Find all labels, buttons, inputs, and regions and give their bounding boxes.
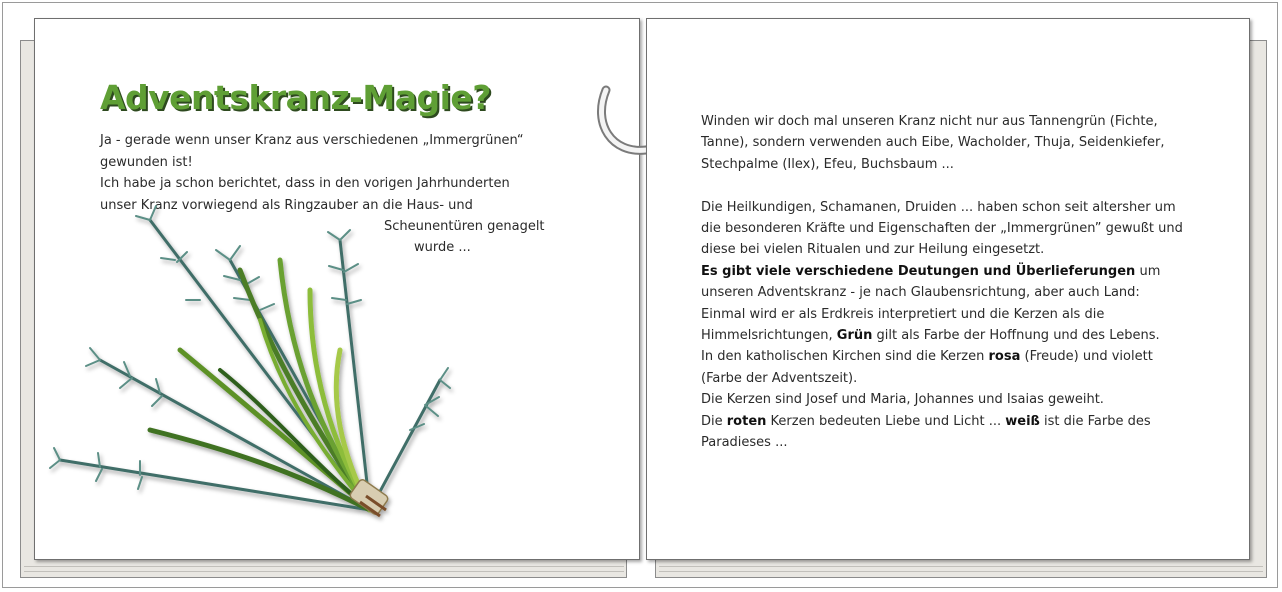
intro-line: Ja - gerade wenn unser Kranz aus verschiedenen „Immergrünen“: [100, 133, 524, 148]
paragraph-healers: Die Heilkundigen, Schamanen, Druiden ... haben schon seit altersher um die besonderen Kräfte und Eigenschaften der „Immergrünen” gewußt und diese bei vielen Ritualen und zur Heilung eingesetzt.: [701, 199, 1183, 258]
intro-line: wurde ...: [414, 240, 471, 255]
stack-edge-line: [659, 571, 1263, 572]
paragraph-evergreens: Winden wir doch mal unseren Kranz nicht nur aus Tannengrün (Fichte, Tanne), sondern verwenden auch Eibe, Wacholder, Thuja, Seidenkiefer, Stechpalme (Ilex), Efeu, Buchsbaum ...: [701, 114, 1165, 172]
right-page-text: [701, 111, 1186, 453]
evergreen-bundle-image: [40, 200, 470, 540]
intro-line: gewunden ist!: [100, 154, 193, 170]
paragraph-interpretations: Es gibt viele verschiedene Deutungen und Überlieferungen um unseren Adventskranz - je nach Glaubensrichtung, aber auch Land: Einmal wird er als Erdkreis interpretiert und die Kerzen als die Himmelsrichtungen, Grün gilt als Farbe der Hoffnung und des Lebens.: [701, 263, 1161, 344]
stack-edge-line: [24, 566, 624, 567]
intro-line: Scheunentüren genagelt: [384, 219, 545, 234]
stack-edge-line: [659, 566, 1263, 567]
intro-line: Ich habe ja schon berichtet, dass in den vorigen Jahrhunderten: [100, 176, 510, 191]
paragraph-dedication: Die Kerzen sind Josef und Maria, Johannes und Isaias geweiht.: [701, 392, 1104, 408]
paragraph-colors: Die roten Kerzen bedeuten Liebe und Licht ... weiß ist die Farbe des Paradieses ...: [701, 413, 1151, 451]
page-title: Adventskranz-Magie?: [100, 78, 491, 117]
paragraph-catholic: In den katholischen Kirchen sind die Kerzen rosa (Freude) und violett (Farbe der Adventszeit).: [701, 349, 1153, 386]
stack-edge-line: [24, 571, 624, 572]
intro-line: unser Kranz vorwiegend als Ringzauber an die Haus- und: [100, 197, 473, 213]
